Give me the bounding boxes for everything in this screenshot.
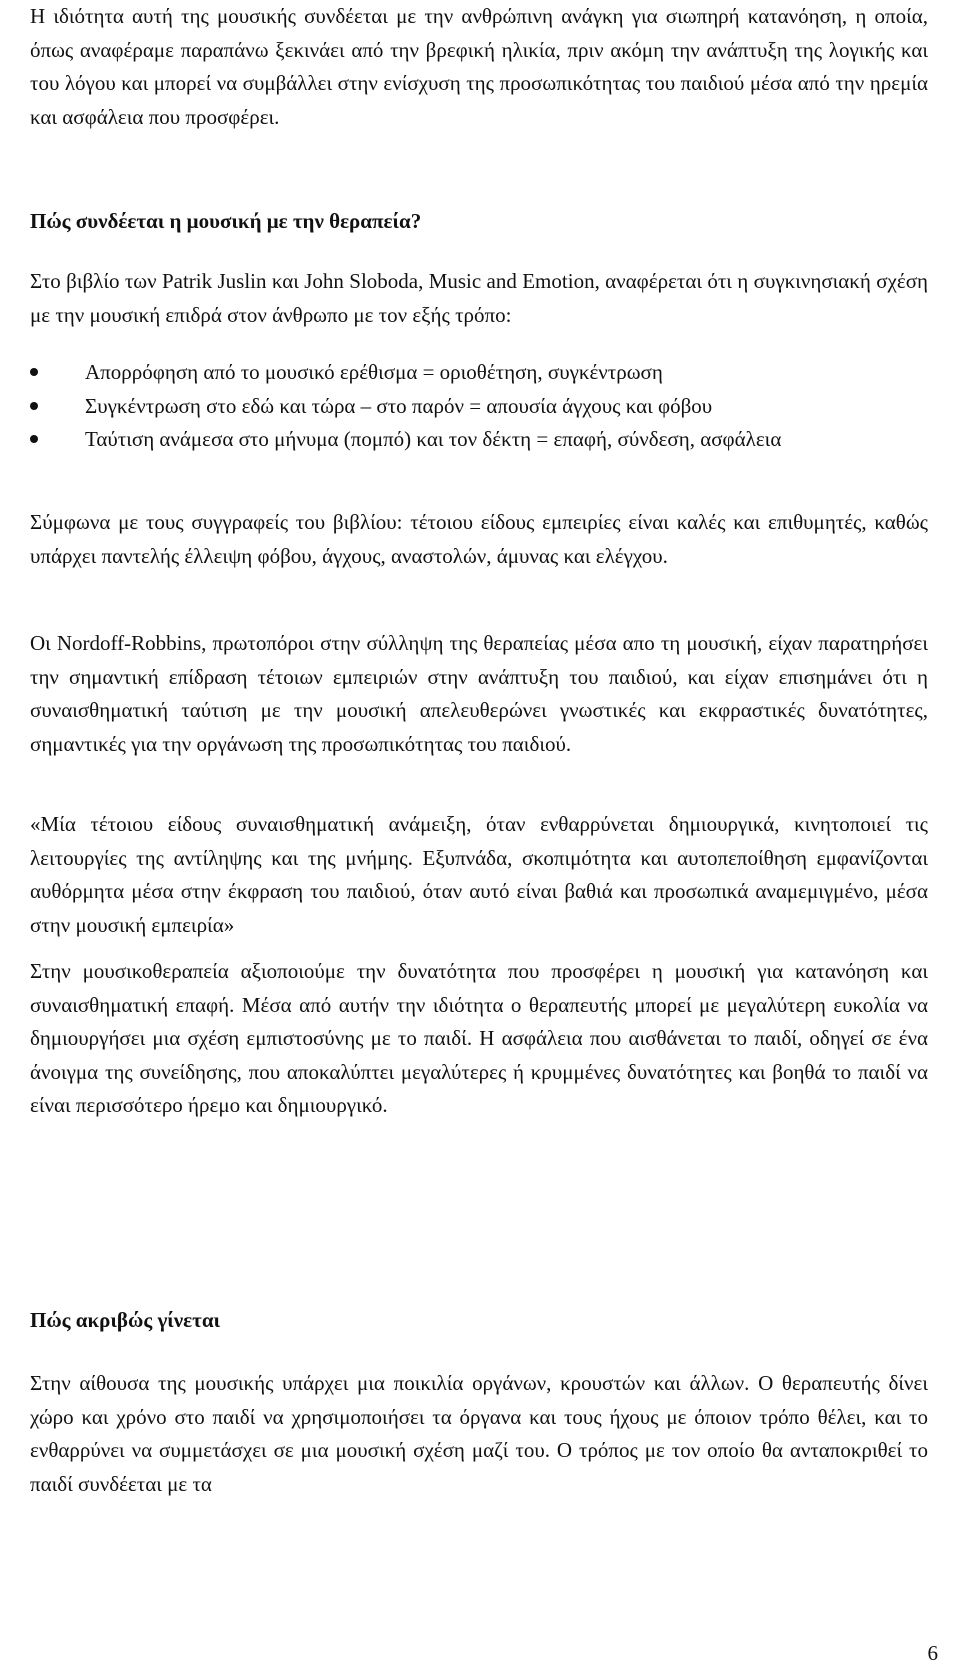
bullet-item (30, 390, 928, 424)
bullet-list (30, 356, 928, 457)
bullet-item (30, 356, 928, 390)
paragraph-music-therapy: Στην μουσικοθεραπεία αξιοποιούμε την δυνατότητα που προσφέρει η μουσική για κατανόηση και συναισθηματική επαφή. Μέσα από αυτήν την ιδιότητα ο θεραπευτής μπορεί με μεγαλύτερη ευκολία να δημιουργήσει μια σχέση εμπιστοσύνης με το παιδί. Η ασφάλεια που αισθάνεται το παιδί, οδηγεί σε ένα άνοιγμα της συνείδησης, που αποκαλύπτει μεγαλύτερες ή κρυμμένες δυνατότητες και βοηθά το παιδί να είναι περισσότερο ήρεμο και δημιουργικό. (30, 959, 928, 1117)
bullet-dot (30, 435, 38, 443)
paragraph-juslin-sloboda: Στο βιβλίο των Patrik Juslin και John Sloboda, Music and Emotion, αναφέρεται ότι η συγκινησιακή σχέση με την μουσική επιδρά στον άνθρωπο με τον εξής τρόπο: (30, 269, 928, 327)
bullet-dot (30, 402, 38, 410)
section-heading-therapy: Πώς συνδέεται η μουσική με την θεραπεία? (30, 209, 422, 233)
page-number: 6 (927, 1641, 938, 1665)
bullet-text: Συγκέντρωση στο εδώ και τώρα – στο παρόν = απουσία άγχους και φόβου (85, 393, 713, 418)
paragraph-intro: Η ιδιότητα αυτή της μουσικής συνδέεται με την ανθρώπινη ανάγκη για σιωπηρή κατανόηση, η οποία, όπως αναφέραμε παραπάνω ξεκινάει από την βρεφική ηλικία, πριν ακόμη την ανάπτυξη της λογικής και του λόγου και μπορεί να συμβάλλει στην ενίσχυση της προσωπικότητας του παιδιού μέσα από την ηρεμία και ασφάλεια που προσφέρει. (30, 4, 928, 129)
paragraph-quote: «Μία τέτοιου είδους συναισθηματική ανάμειξη, όταν ενθαρρύνεται δημιουργικά, κινητοποιεί τις λειτουργίες της αντίληψης και της μνήμης. Εξυπνάδα, σκοπιμότητα και αυτοπεποίθηση εμφανίζονται αυθόρμητα μέσα στην έκφραση του παιδιού, όταν αυτό είναι βαθιά και προσωπικά αναμεμιγμένο, μέσα στην μουσική εμπειρία» (30, 812, 928, 937)
bullet-text: Απορρόφηση από το μουσικό ερέθισμα = οριοθέτηση, συγκέντρωση (85, 360, 663, 384)
paragraph-room: Στην αίθουσα της μουσικής υπάρχει μια ποικιλία οργάνων, κρουστών και άλλων. Ο θεραπευτής δίνει χώρο και χρόνο στο παιδί να χρησιμοποιήσει τα όργανα και τους ήχους με όποιον τρόπο θέλει, και το ενθαρρύνει να συμμετάσχει σε μια μουσική σχέση μαζί του. Ο τρόπος με τον οποίο θα ανταποκριθεί το παιδί συνδέεται με τα (30, 1371, 928, 1496)
paragraph-nordoff-robbins: Οι Nordoff-Robbins, πρωτοπόροι στην σύλληψη της θεραπείας μέσα απο τη μουσική, είχαν παρατηρήσει την σημαντική επίδραση τέτοιων εμπειριών στην ανάπτυξη του παιδιού, και είχαν επισημάνει ότι η συναισθηματική ταύτιση με την μουσική απελευθερώνει γνωστικές και εκφραστικές δυνατότητες, σημαντικές για την οργάνωση της προσωπικότητας του παιδιού. (30, 631, 928, 756)
bullet-dot (30, 368, 38, 376)
section-heading-how: Πώς ακριβώς γίνεται (30, 1308, 221, 1332)
paragraph-authors-view: Σύμφωνα με τους συγγραφείς του βιβλίου: τέτοιου είδους εμπειρίες είναι καλές και επιθυμητές, καθώς υπάρχει παντελής έλλειψη φόβου, άγχους, αναστολών, άμυνας και ελέγχου. (30, 510, 928, 568)
bullet-item (30, 423, 928, 457)
bullet-text: Ταύτιση ανάμεσα στο μήνυμα (πομπό) και τον δέκτη = επαφή, σύνδεση, ασφάλεια (85, 427, 782, 451)
